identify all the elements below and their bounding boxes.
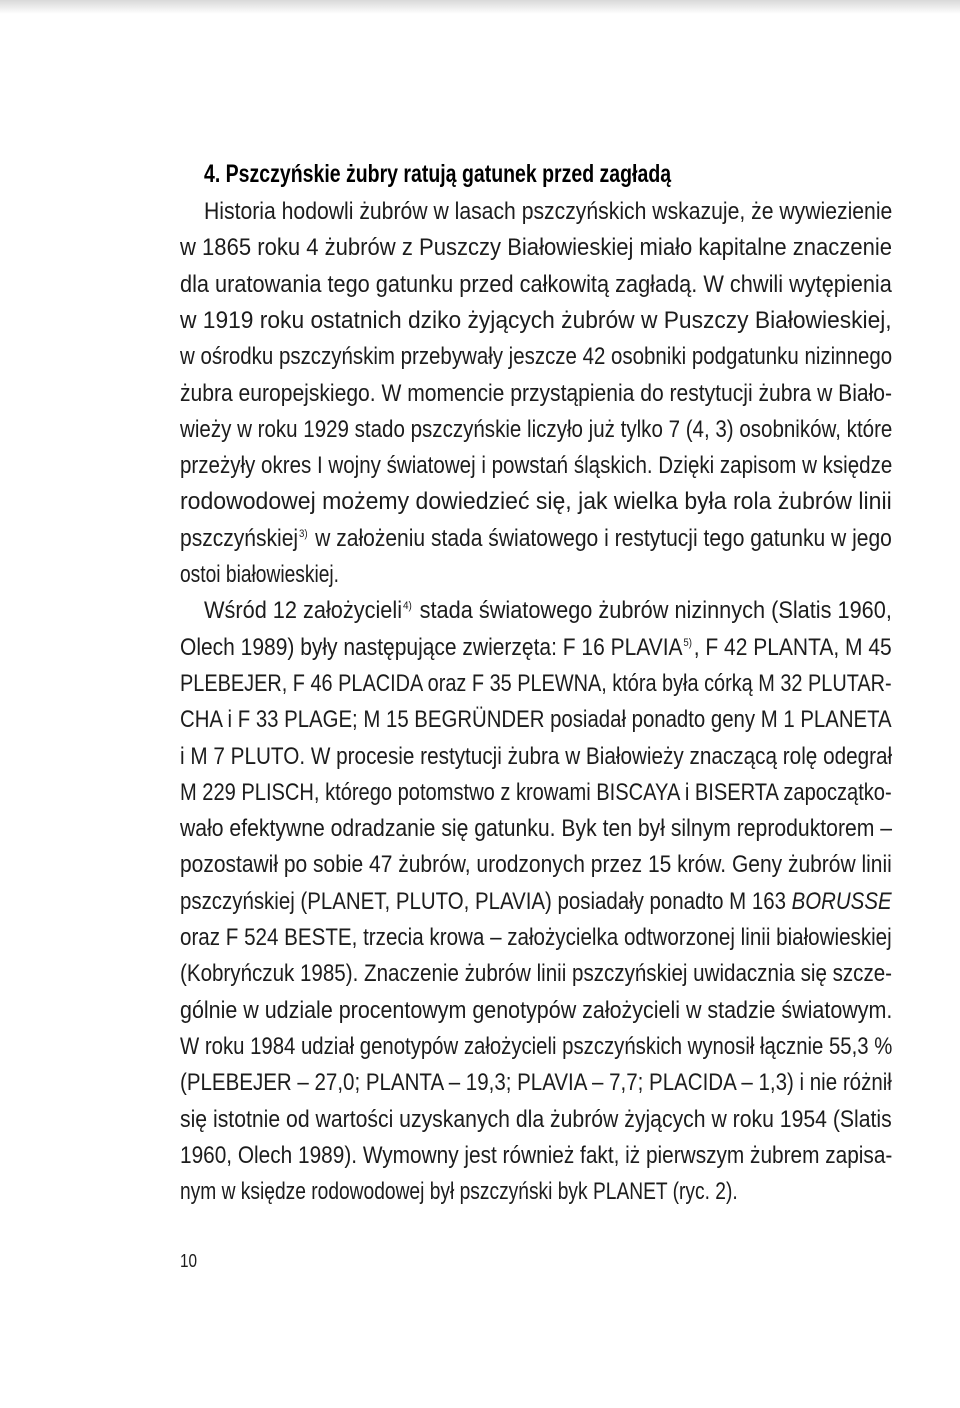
text-line: w 1919 roku ostatnich dziko żyjących żubrów w Puszczy Białowieskiej, (180, 306, 892, 334)
text-line: się istotnie od wartości uzyskanych dla żubrów żyjących w roku 1954 (Slatis (180, 1105, 892, 1133)
page-number: 10 (180, 1251, 198, 1271)
text-line: Historia hodowli żubrów w lasach pszczyńskich wskazuje, że wywiezienie (204, 198, 893, 225)
text-line: wieży w roku 1929 stado pszczyńskie liczyło już tylko 7 (4, 3) osobników, które (180, 415, 893, 443)
scan-edge-shadow (0, 0, 960, 14)
text-line: gólnie w udziale procentowym genotypów założycieli w stadzie światowym. (180, 996, 893, 1024)
text-line: pszczyńskiej$^{3)}$ w założeniu stada światowego i restytucji tego gatunku w jego (180, 524, 892, 552)
text-line: (Kobryńczuk 1985). Znaczenie żubrów linii pszczyńskiej uwidacznia się szcze- (180, 960, 893, 988)
footnote-marker: 4) (402, 600, 412, 613)
text-line: W roku 1984 udział genotypów założycieli pszczyńskich wynosił łącznie 55,3 % (180, 1032, 893, 1060)
text-line: nym w księdze rodowodowej był pszczyński byk PLANET (ryc. 2). (180, 1178, 738, 1206)
text-line: PLEBEJER, F 46 PLACIDA oraz F 35 PLEWNA, która była córką M 32 PLUTAR- (180, 669, 892, 697)
text-line: rodowodowej możemy dowiedzieć się, jak wielka była rola żubrów linii (180, 488, 892, 516)
text-line: w 1865 roku 4 żubrów z Puszczy Białowieskiej miało kapitalne znaczenie (180, 234, 893, 262)
text-line: 1960, Olech 1989). Wymowny jest również fakt, iż pierwszym żubrem zapisa- (180, 1141, 893, 1169)
text-line: żubra europejskiego. W momencie przystąpienia do restytucji żubra w Biało- (180, 379, 893, 407)
text-line: pozostawił po sobie 47 żubrów, urodzonych przez 15 krów. Geny żubrów linii (180, 851, 892, 879)
text-line: wało efektywne odradzanie się gatunku. Byk ten był silnym reproduktorem – (180, 815, 893, 843)
text-line: dla uratowania tego gatunku przed całkowitą zagładą. W chwili wytępienia (180, 270, 892, 298)
text-line: pszczyńskiej (PLANET, PLUTO, PLAVIA) posiadały ponadto M 163 BORUSSE (180, 887, 892, 915)
text-line: Wśród 12 założycieli$^{4)}$ stada światowego żubrów nizinnych (Slatis 1960, (204, 597, 892, 625)
text-line: oraz F 524 BESTE, trzecia krowa – założycielka odtworzonej linii białowieskiej (180, 924, 892, 951)
text-line: przeżyły okres I wojny światowej i powstań śląskich. Dzięki zapisom w księdze (180, 452, 893, 480)
text-line: i M 7 PLUTO. W procesie restytucji żubra w Białowieży znaczącą rolę odegrał (180, 742, 893, 770)
italic-name: BORUSSE (791, 887, 892, 915)
section-heading: 4. Pszczyńskie żubry ratują gatunek przed zagładą (204, 160, 672, 188)
text-line: (PLEBEJER – 27,0; PLANTA – 19,3; PLAVIA – 7,7; PLACIDA – 1,3) i nie różnił (180, 1069, 892, 1097)
text-line: ostoi białowieskiej. (180, 561, 340, 588)
text-line: CHA i F 33 PLAGE; M 15 BEGRÜNDER posiadał ponadto geny M 1 PLANETA (180, 706, 892, 734)
text-line: w ośrodku pszczyńskim przebywały jeszcze 42 osobniki podgatunku nizinnego (180, 343, 893, 371)
footnote-marker: 5) (683, 636, 692, 649)
text-line: Olech 1989) były następujące zwierzęta: F 16 PLAVIA$^{5)}$, F 42 PLANTA, M 45 (180, 633, 892, 661)
text-line: M 229 PLISCH, którego potomstwo z krowami BISCAYA i BISERTA zapoczątko- (180, 778, 892, 806)
footnote-marker: 3) (298, 527, 308, 540)
